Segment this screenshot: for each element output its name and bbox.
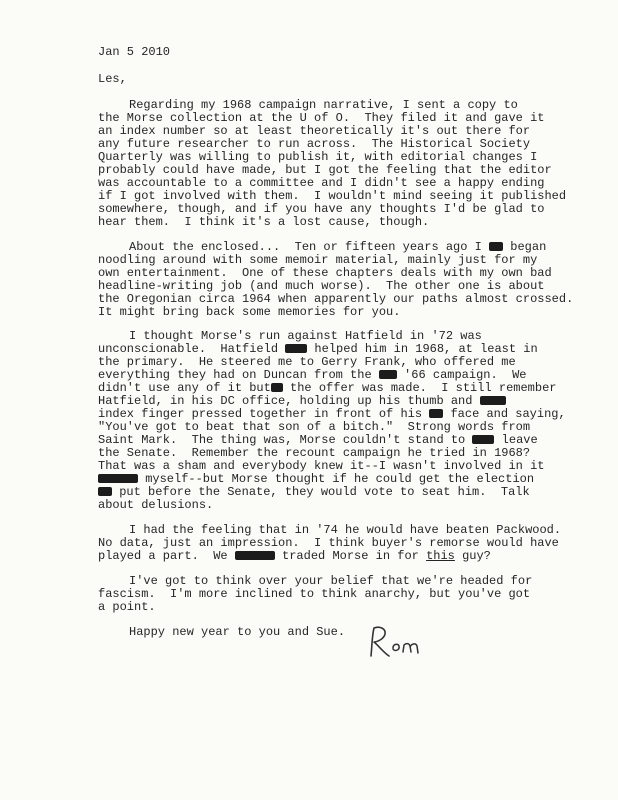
p2-line: own entertainment. One of these chapters deals with my own bad bbox=[98, 266, 552, 280]
redaction-mark bbox=[379, 370, 397, 379]
p3-text: Saint Mark. The thing was, Morse couldn't stand to bbox=[98, 433, 473, 447]
p3-line: about delusions. bbox=[98, 498, 214, 512]
redaction-mark bbox=[489, 242, 503, 251]
p4-text: guy? bbox=[454, 549, 491, 563]
p3-text: face and saying, bbox=[443, 407, 566, 421]
p2-text: began bbox=[503, 240, 547, 254]
p3-text: index finger pressed together in front of his bbox=[98, 407, 430, 421]
p1-line: was accountable to a committee and I didn't see a happy ending bbox=[98, 176, 545, 190]
p1-line: an index number so at least theoretically it's out there for bbox=[98, 124, 531, 138]
p3-text: helped him in 1968, at least in bbox=[307, 342, 538, 356]
p3-line: the primary. He steered me to Gerry Frank, who offered me bbox=[98, 355, 516, 369]
redaction-mark bbox=[429, 409, 443, 418]
p3-text: put before the Senate, they would vote to seat him. Talk bbox=[112, 485, 530, 499]
underlined-word: this bbox=[426, 549, 455, 563]
p3-line: That was a sham and everybody knew it--I wasn't involved in it bbox=[98, 459, 545, 473]
p3-line: "You've got to beat that son of a bitch." Strong words from bbox=[98, 420, 531, 434]
p1-line: probably could have made, but I got the feeling that the editor bbox=[98, 163, 552, 177]
redaction-mark bbox=[271, 383, 283, 392]
p1-line: the Morse collection at the U of O. They filed it and gave it bbox=[98, 111, 545, 125]
p4-text: traded Morse in for bbox=[274, 549, 427, 563]
p5-line: I've got to think over your belief that we're headed for bbox=[129, 574, 533, 588]
p2-text: About the enclosed... Ten or fifteen years ago I bbox=[129, 240, 490, 254]
letter-date: Jan 5 2010 bbox=[98, 45, 171, 59]
redaction-mark bbox=[235, 551, 275, 560]
redaction-mark bbox=[98, 487, 112, 496]
redaction-mark bbox=[285, 344, 307, 353]
redaction-mark bbox=[98, 474, 138, 483]
p3-text: '66 campaign. We bbox=[396, 368, 527, 382]
redaction-mark bbox=[480, 396, 506, 405]
p3-line: the Senate. Remember the recount campaign he tried in 1968? bbox=[98, 446, 531, 460]
p1-line: any future researcher to run across. The Historical Society bbox=[98, 137, 531, 151]
p3-text: leave bbox=[494, 433, 538, 447]
p1-line: Regarding my 1968 campaign narrative, I sent a copy to bbox=[129, 98, 518, 112]
p1-line: Quarterly was willing to publish it, with editorial changes I bbox=[98, 150, 538, 164]
p4-line: I had the feeling that in '74 he would have beaten Packwood. bbox=[129, 523, 562, 537]
p4-line bbox=[98, 550, 491, 563]
closing-line: Happy new year to you and Sue. bbox=[129, 625, 346, 639]
handwritten-signature bbox=[365, 622, 435, 662]
p2-line: the Oregonian circa 1964 when apparently our paths almost crossed. bbox=[98, 292, 574, 306]
p3-text: everything they had on Duncan from the bbox=[98, 368, 379, 382]
p2-line: It might bring back some memories for you. bbox=[98, 305, 401, 319]
p1-line: hear them. I think it's a lost cause, though. bbox=[98, 215, 430, 229]
p5-line: fascism. I'm more inclined to think anarchy, but you've got bbox=[98, 587, 531, 601]
p3-text: myself--but Morse thought if he could get the election bbox=[138, 472, 535, 486]
p3-text: Hatfield, in his DC office, holding up his thumb and bbox=[98, 394, 480, 408]
p3-text: the offer was made. I still remember bbox=[282, 381, 557, 395]
p5-line: a point. bbox=[98, 600, 156, 614]
p3-text: unconscionable. Hatfield bbox=[98, 342, 286, 356]
redaction-mark bbox=[472, 435, 494, 444]
p3-text: didn't use any of it but bbox=[98, 381, 271, 395]
p2-line: noodling around with some memoir material, mainly just for my bbox=[98, 253, 538, 267]
p4-line: No data, just an impression. I think buyer's remorse would have bbox=[98, 536, 559, 550]
p1-line: if I got involved with them. I wouldn't mind seeing it published bbox=[98, 189, 567, 203]
p3-line: I thought Morse's run against Hatfield in '72 was bbox=[129, 329, 482, 343]
salutation: Les, bbox=[98, 72, 127, 86]
p1-line: somewhere, though, and if you have any thoughts I'd be glad to bbox=[98, 202, 545, 216]
p2-line: headline-writing job (and much worse). The other one is about bbox=[98, 279, 545, 293]
p4-text: played a part. We bbox=[98, 549, 235, 563]
